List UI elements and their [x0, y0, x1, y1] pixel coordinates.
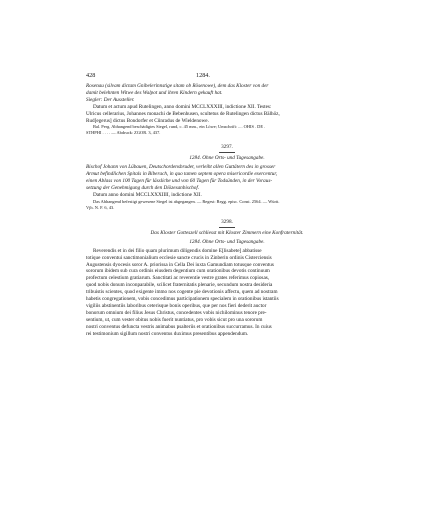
- body-line: vigiliis abstinentiis laboribus ceterisque bonis operibus, que per nos fieri dederit auctor: [86, 302, 267, 309]
- divider-3298: [219, 227, 235, 228]
- doc-number-3298: 3298.: [221, 218, 233, 225]
- body-line: habetis congregationem, vobis concedimus participationem specialem in orationibus istantiis: [86, 296, 279, 303]
- page-number: 428: [86, 72, 96, 79]
- prev-seal-note-2: STHPHI . . . . — Abdruck: ZGOR. 3, 437.: [86, 130, 161, 136]
- doc-number-3297: 3297.: [221, 144, 233, 151]
- doc-3297-regest-1: Bischof Johann von Lübauen, Deutschordensbruder, verleiht allen Guttätern des in grosser: [86, 164, 276, 171]
- body-line: totique conventui sanctimonialium ecclesie sancte crucis in Zinberin ordinis Cisterciensis: [86, 254, 272, 261]
- page-header: [86, 72, 368, 80]
- doc-3297-subtitle: 1284. Ohne Orts- und Tagesangabe.: [189, 155, 265, 162]
- doc-3297-datum: Datum anno domini MCCLXXXIIII, indictione XII.: [93, 191, 202, 198]
- prev-datum: Datum et actum apud Rutelingen, anno domini MCCLXXXIII, indictione XII. Testes:: [93, 103, 272, 110]
- body-line: sororum ibidem sub cura ordinis eiusdem degentium cum orationibus devotis continuum: [86, 268, 270, 275]
- prev-seal-note-1: Bal. Perg. Abhangend beschädigtes Siegel, rund, c. 45 mm., ein Löwe; Umschrift: .... OHIS . DE .: [93, 124, 266, 130]
- body-line: profectum celestium gratiarum. Sanctitati ac reverentie vestre grates referimus copiosas,: [86, 275, 270, 282]
- prev-sealer: Siegler: Der Aussteller.: [86, 96, 135, 103]
- prev-witnesses-2: Rud[egerus] dictus Bondorfer et Cůnradus de Wieldenowe.: [86, 117, 209, 124]
- page-content: [86, 72, 368, 337]
- divider-3297: [219, 152, 235, 153]
- body-line: bonorum omnium dei filius Jesus Christus, concedentes vobis nichilominus tenore pre-: [86, 309, 267, 316]
- body-line: tribuistis scientes, quod exigente immo nos cogente pie devotionis affectu, quem ad nostram: [86, 289, 278, 296]
- doc-3298-subtitle: 1284. Ohne Orts- und Tagesangabe.: [189, 238, 265, 245]
- prev-regest-line-1: Rosenau (silvam dictam Gnibelerinnstige sitam ob Rösenowe), dem das Kloster von der: [86, 83, 269, 89]
- doc-3298-body: [86, 248, 368, 338]
- body-line: nostri conventus defuncta vestris animabus psalteriis et orationibus succurramus. In cuius: [86, 323, 272, 330]
- body-line: quod nobis donum inconparabile, scilicet fraternitatis plenarie, secundum nostra desideria: [86, 282, 273, 289]
- prev-regest-line-2: damit belehnten Witwe des Walpot und ihren Kindern gekauft hat.: [86, 89, 223, 96]
- running-year: 1284.: [196, 72, 210, 79]
- doc-3297-regest-3: einen Ablass von 100 Tagen für lässliche und von 60 Tagen für Todsünden, in der Voraus-: [86, 178, 273, 185]
- doc-3297-regest-4: setzung der Genehmigung durch den Diözesanbischof.: [86, 185, 200, 192]
- prev-witnesses-1: Ulricus cellerarius, Johannes monachi de Bebenhusen, scultetus de Rutelingen dictus Bälhöz,: [86, 110, 280, 117]
- body-line: sentium, ut, cum vester obitus nobis fuerit nuntiatus, pro vobis sicut pro una sororum: [86, 316, 263, 323]
- body-line: rei testimonium sigillum nostri conventus duximus presentibus appendendum.: [86, 330, 249, 337]
- body-line: Reverendis et in dei filio quam plurimum diligendis domine E[lisabete] abbatisse: [93, 247, 262, 254]
- doc-3297-seal-note-2: Vjh. N. F. 6, 43.: [86, 204, 115, 210]
- doc-3298-title: Das Kloster Gotteszell schliesst mit Kloster Zimmern eine Konfraternität.: [150, 229, 304, 236]
- doc-3297-regest-2: Armut befindlichen Spitals in Biberach, in quo tamen septem opera misericordie exercentur,: [86, 171, 278, 178]
- body-line: Augustensis dyocesis soror A. priorissa in Cella Dei iuxta Gamundiam totusque conventus: [86, 261, 274, 268]
- doc-3297-seal-note-1: Das Abhangend befestigt gewesene Siegel ist abgegangen. — Regest: Regg. episc. Const. 2564. — Württ.: [93, 198, 280, 204]
